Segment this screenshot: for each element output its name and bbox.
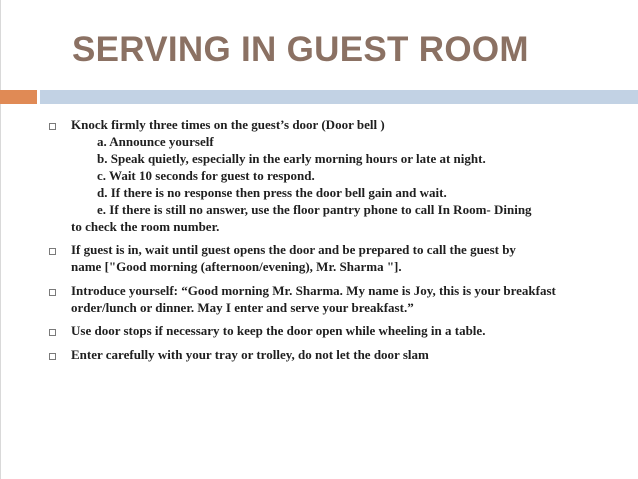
slide-title: SERVING IN GUEST ROOM bbox=[72, 30, 529, 69]
square-bullet-icon bbox=[49, 248, 56, 255]
bullet-1-line-5: d. If there is no response then press the door bell gain and wait. bbox=[97, 185, 447, 200]
bullet-2-line-1: If guest is in, wait until guest opens the door and be prepared to call the guest by bbox=[71, 242, 516, 257]
bullet-4-line-1: Use door stops if necessary to keep the door open while wheeling in a table. bbox=[71, 323, 486, 338]
bullet-1-line-4: c. Wait 10 seconds for guest to respond. bbox=[97, 168, 315, 183]
square-bullet-icon bbox=[49, 329, 56, 336]
bullet-2-line-2: name ["Good morning (afternoon/evening), Mr. Sharma "]. bbox=[71, 259, 402, 274]
bullet-1-line-2: a. Announce yourself bbox=[97, 134, 214, 149]
bullet-1-line-7: to check the room number. bbox=[71, 219, 220, 234]
bullet-1-line-6: e. If there is still no answer, use the floor pantry phone to call In Room- Dining bbox=[97, 202, 532, 217]
bullet-1-line-3: b. Speak quietly, especially in the early morning hours or late at night. bbox=[97, 151, 486, 166]
bullet-3-line-1: Introduce yourself: “Good morning Mr. Sharma. My name is Joy, this is your breakfast bbox=[71, 283, 556, 298]
bullet-5-line-1: Enter carefully with your tray or trolley, do not let the door slam bbox=[71, 347, 429, 362]
square-bullet-icon bbox=[49, 123, 56, 130]
bullet-1-line-1: Knock firmly three times on the guest’s door (Door bell ) bbox=[71, 117, 385, 132]
square-bullet-icon bbox=[49, 353, 56, 360]
bullet-3-line-2: order/lunch or dinner. May I enter and serve your breakfast.” bbox=[71, 300, 414, 315]
square-bullet-icon bbox=[49, 289, 56, 296]
